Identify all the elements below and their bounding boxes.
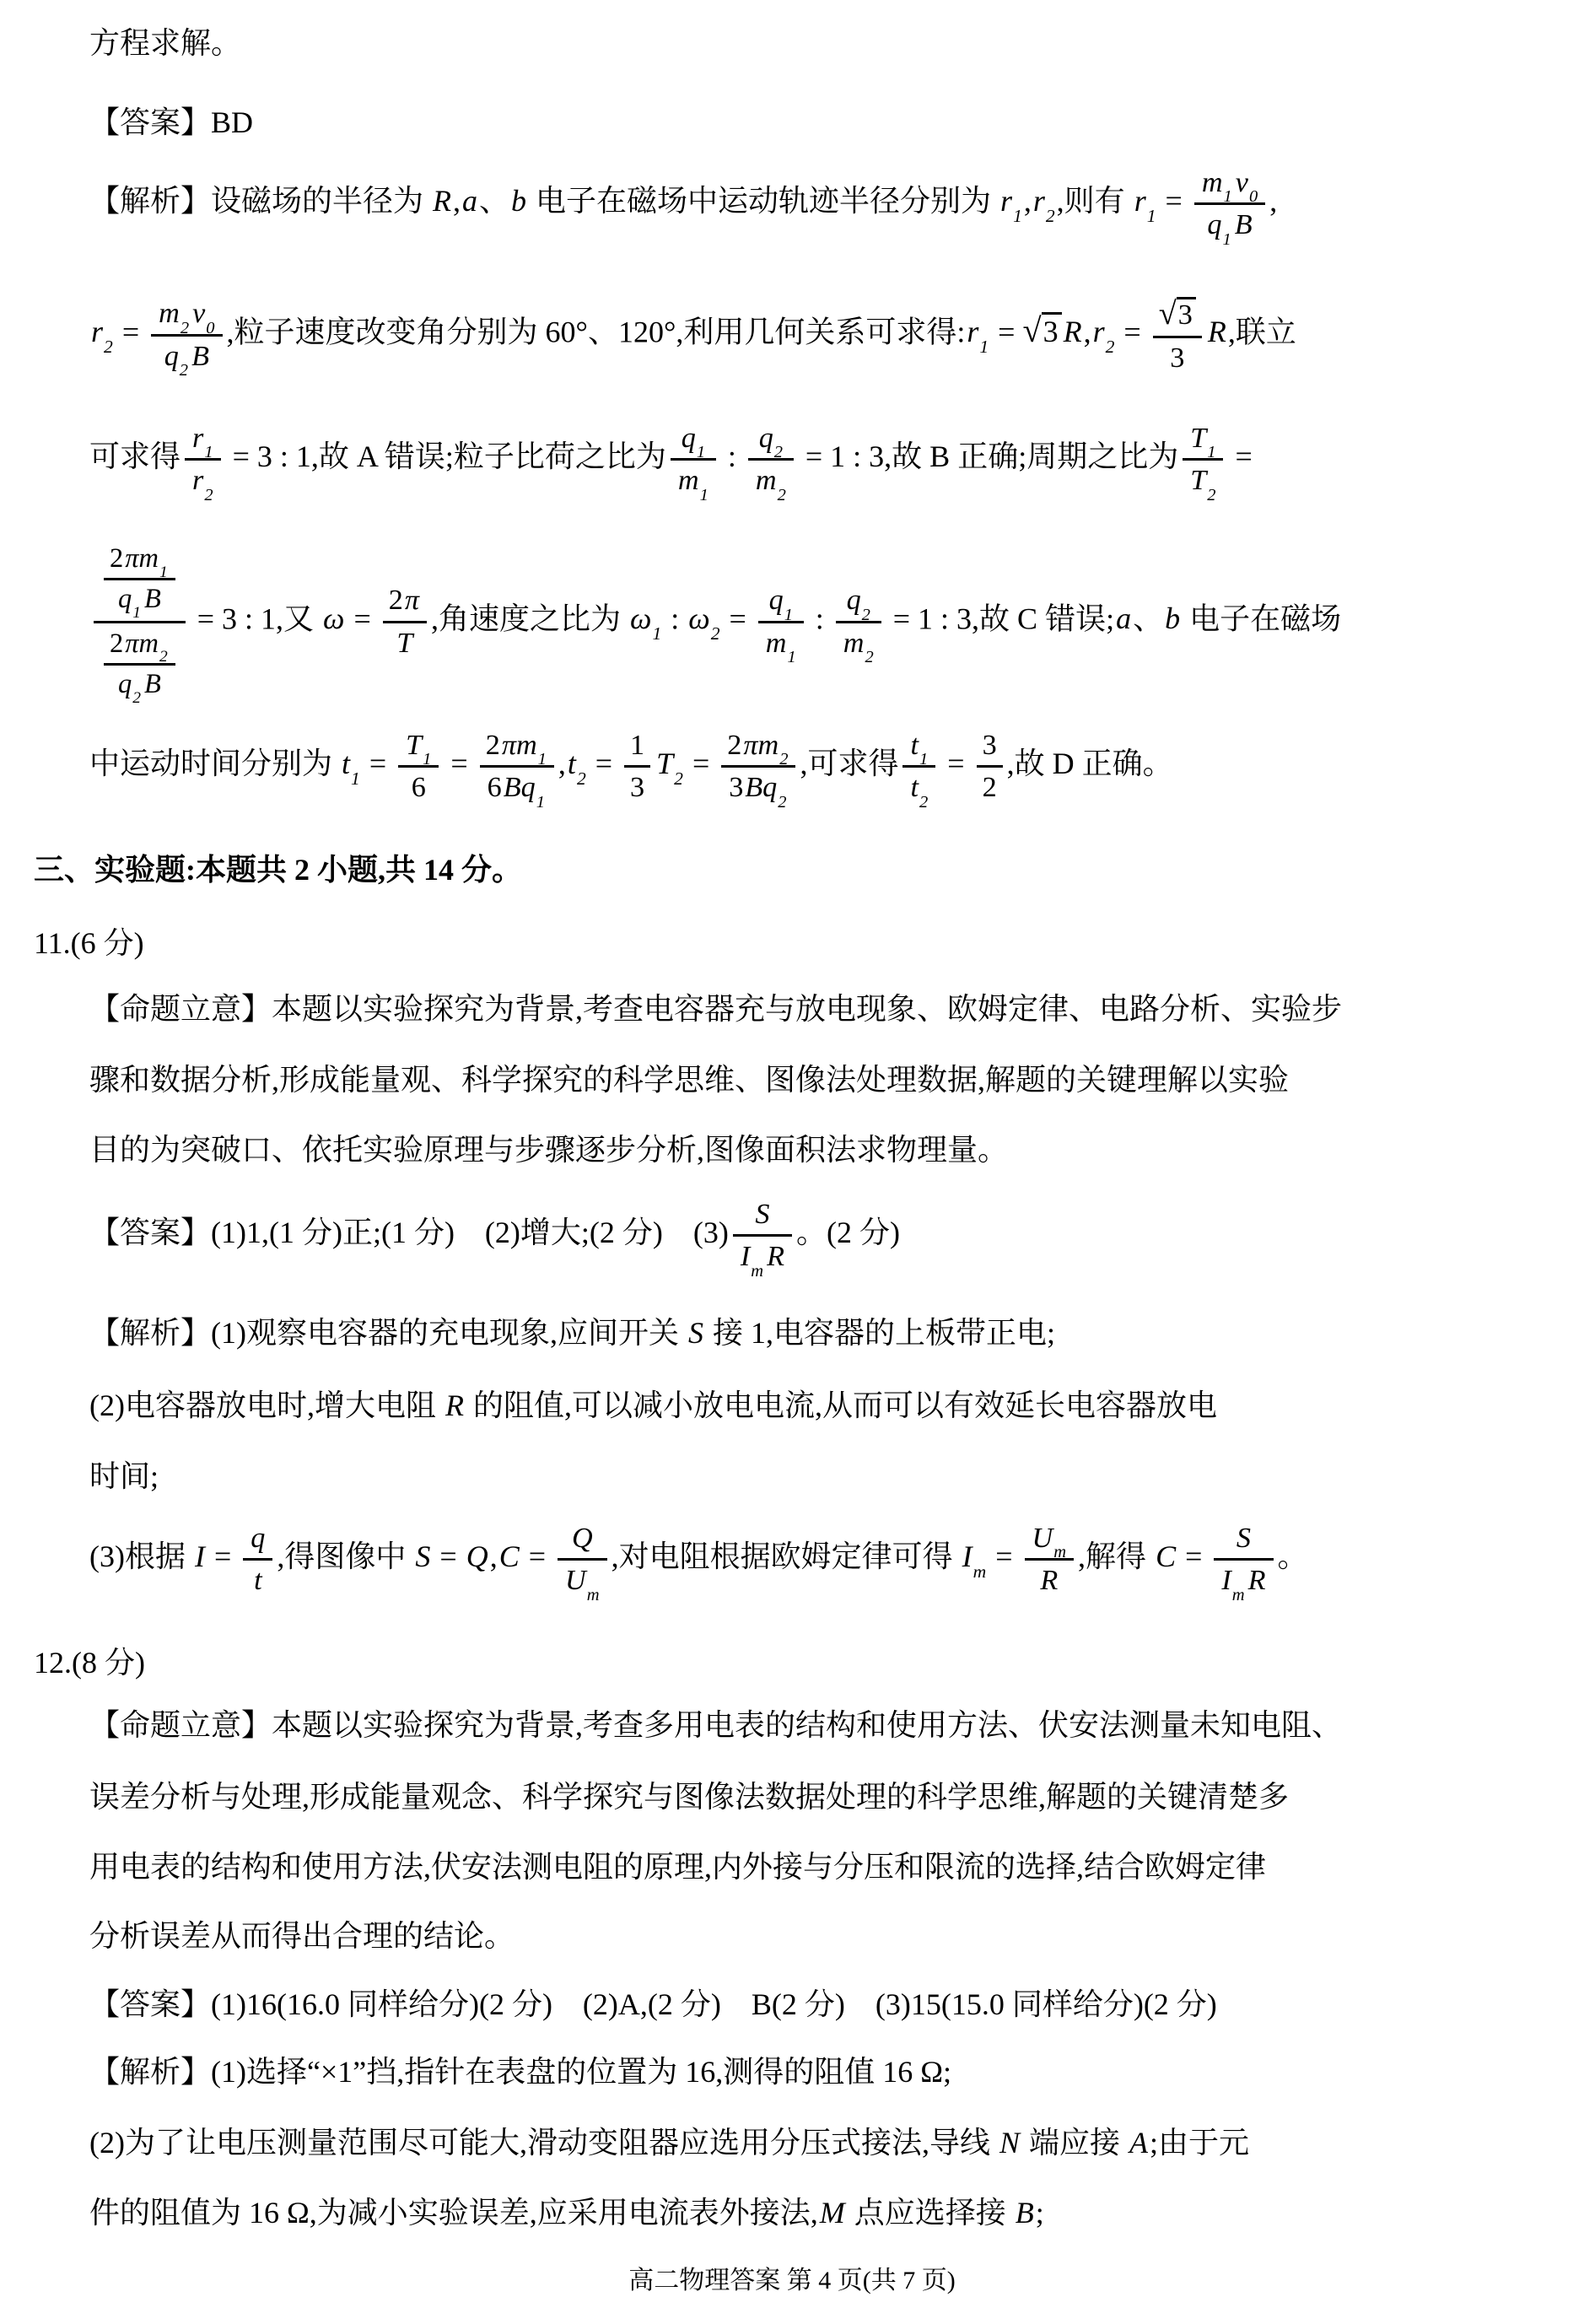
intent-line-q12-2: 误差分析与处理,形成能量观念、科学探究与图像法数据处理的科学思维,解题的关键清楚多 <box>89 1780 1290 1814</box>
intent-line-q12-3: 用电表的结构和使用方法,伏安法测电阻的原理,内外接与分压和限流的选择,结合欧姆定律 <box>89 1850 1267 1884</box>
intent-line-q11-1: 【命题立意】本题以实验探究为背景,考查电容器充与放电现象、欧姆定律、电路分析、实验步 <box>89 992 1343 1026</box>
answer-line-q12: 【答案】(1)16(16.0 同样给分)(2 分) (2)A,(2 分) B(2 分) (3)15(15.0 同样给分)(2 分) <box>89 1987 1217 2021</box>
question-12-number: 12.(8 分) <box>34 1646 145 1680</box>
section-heading-experiments: 三、实验题:本题共 2 小题,共 14 分。 <box>34 853 522 887</box>
solution-line-q11-3: 时间; <box>89 1459 159 1493</box>
question-11-number: 11.(6 分) <box>34 926 144 960</box>
intent-line-q12-4: 分析误差从而得出合理的结论。 <box>89 1919 515 1953</box>
solution-line-q10-5: 中运动时间分别为 $t_1$ = $\frac{T_1}{6}$ = $\frac{2\pi m_1}{6Bq_1}$ $,t_2$ = $\frac{1}{3}$ $T_2$ = $\frac{2\pi m_2}{3Bq_2}$ ,可求得 $\frac{t_1}{t_2}$ = $\frac{3}{2}$ ,故 D 正确。 <box>89 727 1173 806</box>
page-footer: 高二物理答案 第 4 页(共 7 页) <box>628 2267 956 2294</box>
solution-line-q12-3: 件的阻值为 16 Ω,为减小实验误差,应采用电流表外接法,M 点应选择接 B; <box>89 2196 1044 2230</box>
solution-line-q10-4: $\frac{\frac{2\pi m_1}{q_1 B}}{\frac{2\pi m_2}{q_2 B}}$ = 3 : 1,又 ω = $\frac{2\pi}{T}$ ,角速度之比为 $\omega_1$ : $\omega_2$ = $\frac{q_1}{m_1}$ : $\frac{q_2}{m_2}$ = 1 : 3,故 C 错误;a、b 电子在磁场 <box>89 540 1341 704</box>
answer-line-q10: 【答案】BD <box>89 105 254 139</box>
intent-line-q12-1: 【命题立意】本题以实验探究为背景,考查多用电表的结构和使用方法、伏安法测量未知电阻、 <box>89 1708 1343 1742</box>
solution-line-q11-2: (2)电容器放电时,增大电阻 R 的阻值,可以减小放电电流,从而可以有效延长电容器放电 <box>89 1388 1217 1422</box>
solution-line-q12-1: 【解析】(1)选择“×1”挡,指针在表盘的位置为 16,测得的阻值 16 Ω; <box>89 2055 951 2089</box>
answer-line-q11: 【答案】(1)1,(1 分)正;(1 分) (2)增大;(2 分) (3) $\frac{S}{I_m R}$ 。(2 分) <box>89 1196 900 1275</box>
intent-line-q11-3: 目的为突破口、依托实验原理与步骤逐步分析,图像面积法求物理量。 <box>89 1133 1009 1167</box>
solution-line-q11-4: (3)根据 I = $\frac{q}{t}$ ,得图像中 S = Q,C = $\frac{Q}{U_m}$ ,对电阻根据欧姆定律可得 $I_m$ = $\frac{U_m}{R}$ ,解得 C = $\frac{S}{I_m R}$ 。 <box>89 1520 1308 1599</box>
continued-text-line: 方程求解。 <box>89 26 242 60</box>
solution-line-q11-1: 【解析】(1)观察电容器的充电现象,应间开关 S 接 1,电容器的上板带正电; <box>89 1316 1055 1350</box>
intent-line-q11-2: 骤和数据分析,形成能量观、科学探究的科学思维、图像法处理数据,解题的关键理解以实验 <box>89 1063 1290 1097</box>
solution-line-q10-2: $r_2$ = $\frac{m_2 v_0}{q_2 B}$ ,粒子速度改变角分别为 60°、120°,利用几何关系可求得$:r_1 = √3$ $R,r_2$ = $\frac{√3}{3}$ R,联立 <box>89 294 1296 376</box>
solution-line-q10-3: 可求得 $\frac{r_1}{r_2}$ = 3 : 1,故 A 错误;粒子比荷之比为 $\frac{q_1}{m_1}$ : $\frac{q_2}{m_2}$ = 1 : 3,故 B 正确;周期之比为 $\frac{T_1}{T_2}$ = <box>89 420 1253 499</box>
solution-line-q12-2: (2)为了让电压测量范围尽可能大,滑动变阻器应选用分压式接法,导线 N 端应接 A;由于元 <box>89 2126 1250 2160</box>
solution-line-q10-1: 【解析】设磁场的半径为 R,a、b 电子在磁场中运动轨迹半径分别为 $r_1,r_2$,则有 $r_1$ = $\frac{m_1 v_0}{q_1 B}$ , <box>89 164 1277 244</box>
